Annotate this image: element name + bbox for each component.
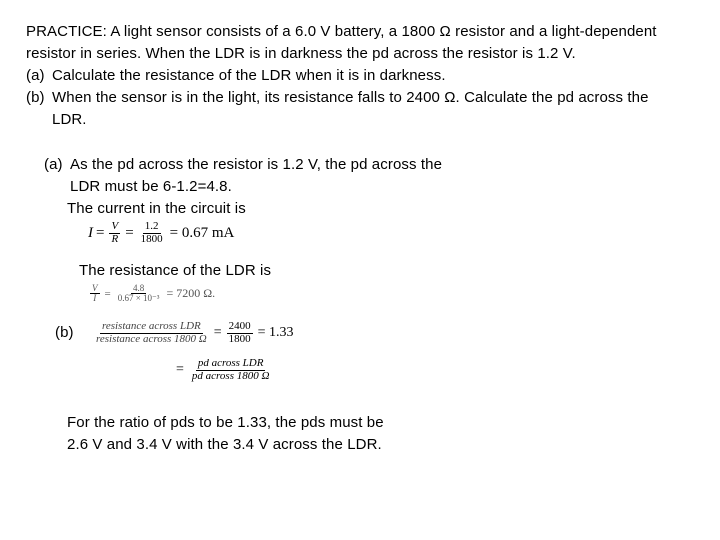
eq-current-symbol: I (88, 224, 93, 241)
eq-fraction-ratio-values: $\frac{2400}{1800}$ (228, 320, 251, 345)
answer-a-label: (a) (44, 156, 63, 173)
eq-fraction-v-over-r: $\frac{V}{R}$ (111, 220, 119, 245)
eq-fraction-pd-ratio: $\frac{\text{pd across LDR}}{\text{pd across 1800 Ω}}$ (191, 357, 270, 382)
question-part-b-text-2: LDR. (52, 111, 87, 128)
answer-b-label: (b) (55, 324, 74, 341)
question-part-b-label: (b) (26, 89, 45, 106)
current-equation: I = $\frac{V}{R}$ = $\frac{1.2}{1800}$ = 0.67 mA (88, 220, 235, 245)
answer-b-text-1: For the ratio of pds to be 1.33, the pds must be (67, 414, 384, 431)
question-line-1: PRACTICE: A light sensor consists of a 6.0 V battery, a 1800 Ω resistor and a light-dependent (26, 23, 657, 40)
question-line-2: resistor in series. When the LDR is in darkness the pd across the resistor is 1.2 V. (26, 45, 576, 62)
ratio-equation: $\frac{\text{resistance across LDR}}{\text{resistance across 1800 Ω}}$ = $\frac{2400}{1800}$ = 1.33 (96, 320, 294, 345)
pd-ratio-equation: = $\frac{\text{pd across LDR}}{\text{pd across 1800 Ω}}$ (176, 357, 270, 382)
answer-b-text-2: 2.6 V and 3.4 V with the 3.4 V across the LDR. (67, 436, 382, 453)
answer-a-text-2: LDR must be 6-1.2=4.8. (70, 178, 232, 195)
answer-a-text-4: The resistance of the LDR is (79, 262, 272, 279)
resistance-equation: $\frac{V}{I}$ = $\frac{4.8}{\text{0.67 × 10⁻³}}$ = 7200 Ω. (92, 283, 216, 304)
eq-ratio-result: = 1.33 (257, 325, 294, 341)
question-part-a-label: (a) (26, 67, 45, 84)
answer-a-text-1: As the pd across the resistor is 1.2 V, the pd across the (70, 156, 443, 173)
eq-fraction-v-over-i: $\frac{V}{I}$ (92, 283, 98, 304)
eq-fraction-values: $\frac{1.2}{1800}$ (140, 220, 163, 245)
question-part-b-text-1: When the sensor is in the light, its resistance falls to 2400 Ω. Calculate the pd across the (52, 89, 649, 106)
eq-resistance-result: = 7200 Ω. (166, 286, 216, 301)
eq-fraction-resistance-values: $\frac{4.8}{\text{0.67 × 10⁻³}}$ (117, 283, 160, 304)
eq-current-result: = 0.67 mA (169, 224, 235, 241)
answer-a-text-3: The current in the circuit is (67, 200, 246, 217)
question-part-a-text: Calculate the resistance of the LDR when it is in darkness. (52, 67, 446, 84)
eq-fraction-resistance-ratio: $\frac{\text{resistance across LDR}}{\text{resistance across 1800 Ω}}$ (96, 320, 207, 345)
